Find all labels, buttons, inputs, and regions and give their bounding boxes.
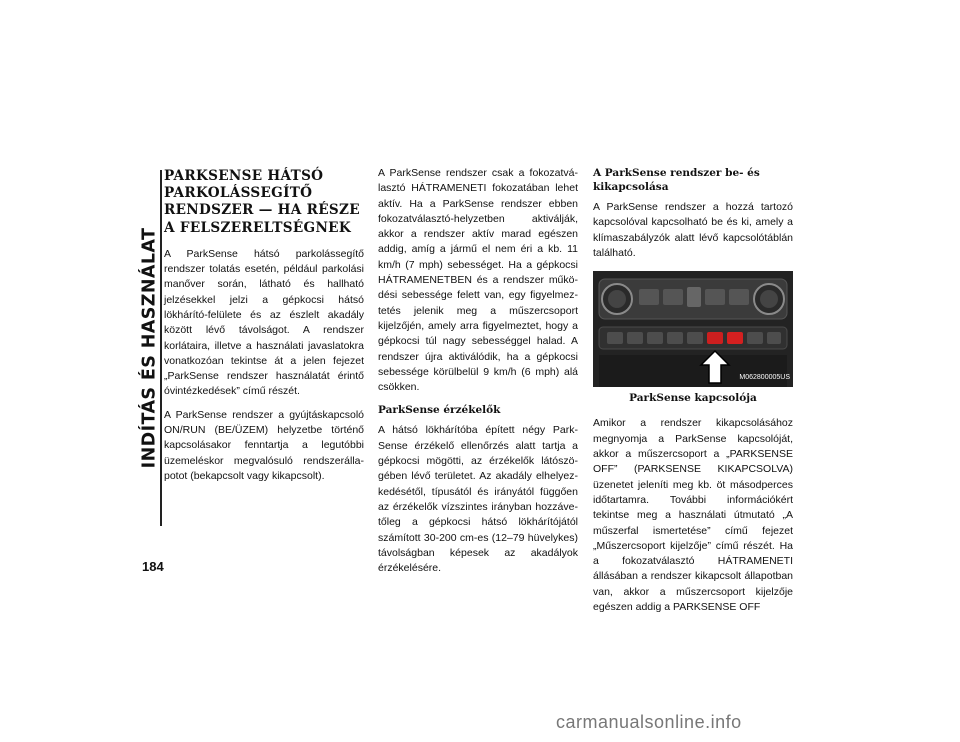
- figure-code: M062800005US: [739, 373, 790, 381]
- side-divider: [160, 170, 162, 526]
- paragraph: Amikor a rendszer kikapcsolásához megnyomja a ParkSense kapcsolóját, akkor a műszercsoport a „PARKSENSE OFF” (PARKSENSE KIKAPCSOLVA) üzenetet jeleníti meg kb. öt másodperces időtartamra. További információkért tekintse meg a használati útmutató „A műszerfal ismertetése” című fejezet „Műszercsoport kijelzője” című részét. Ha a fokozatválasztó HÁTRAMENETI állásában a rendszer kikapcsolt állapotban van, akkor a műszercsoport kijelzője egészen addig a PARKSENSE OFF: [593, 417, 793, 614]
- paragraph: A ParkSense rendszer a gyújtáskapcsoló ON/RUN (BE/ÜZEM) helyzetbe történő kapcsolásakor fenntartja a legutóbbi üzemeléskor megvalósuló rendszerállapotot (bekapcsolt vagy kikapcsolt).: [164, 408, 364, 482]
- paragraph: A ParkSense hátsó parkolássegítő rendszer tolatás esetén, például parkolási manőver során, látható és hallható jelzésekkel jelzi a gépkocsi hátsó lökhárító-felülete és az észlelt akadály között lévő távolságot. A rendszer korlátaira, illetve a használati javaslatokra vonatkozóan tekintse át a jelen fejezet „ParkSense rendszer használatát érintő óvintézkedések” című részét.: [164, 247, 364, 398]
- subheading: ParkSense érzékelők: [378, 404, 501, 417]
- column-3: [593, 166, 793, 615]
- page-number: 184: [142, 559, 164, 574]
- paragraph: A ParkSense rendszer csak a fokozatválasztó HÁTRAMENETI fokozatában lehet aktív. Ha a ParkSense rendszer ebben fokozatválasztó-helyzetben aktiválják, akkor a rendszer aktív marad egészen addig, amíg a jármű el nem éri a kb. 11 km/h (7 mph) sebességet. Ha a gépkocsi HÁTRAMENETBEN és a rendszer működési sebessége felett van, egy figyelmeztetés jelenik meg a műszercsoport kijelzőjén, amely arra figyelmeztet, hogy a gépkocsi túl nagy sebességgel halad. A rendszer újra aktiválódik, ha a gépkocsi sebessége körülbelül 9 km/h (6 mph) alá csökken.: [378, 167, 578, 394]
- figure-caption: ParkSense kapcsolója: [629, 392, 757, 405]
- column-2: [378, 166, 578, 576]
- parksense-switch-photo: [593, 271, 793, 387]
- watermark-link[interactable]: carmanualsonline.info: [556, 712, 742, 732]
- chapter-side-tab: [138, 172, 160, 524]
- subheading: A ParkSense rendszer be- és kikapcsolása: [593, 167, 760, 193]
- section-title: PARKSENSE HÁTSÓ PARKOLÁSSEGÍTŐ RENDSZER — HA RÉSZE A FELSZERELTSÉGNEK: [164, 168, 360, 236]
- chapter-title: INDÍTÁS ÉS HASZNÁLAT: [139, 227, 159, 469]
- column-1: [164, 166, 364, 484]
- paragraph: A hátsó lökhárítóba épített négy ParkSense érzékelő ellenőrzés alatt tartja a gépkocsi mögötti, az érzékelők látószögében lévő területet. Az akadály elhelyezkedésétől, típusától és irányától függően az érzékelők vízszintes irányban hozzávetőleg a gépkocsi hátsó lökhárítójától számított 30-200 cm-es (12–79 hüvelykes) távolságban képesek az akadályok érzékelésére.: [378, 424, 578, 575]
- paragraph: A ParkSense rendszer a hozzá tartozó kapcsolóval kapcsolható be és ki, amely a klímaszabályzók alatt lévő kapcsolótáblán található.: [593, 201, 793, 259]
